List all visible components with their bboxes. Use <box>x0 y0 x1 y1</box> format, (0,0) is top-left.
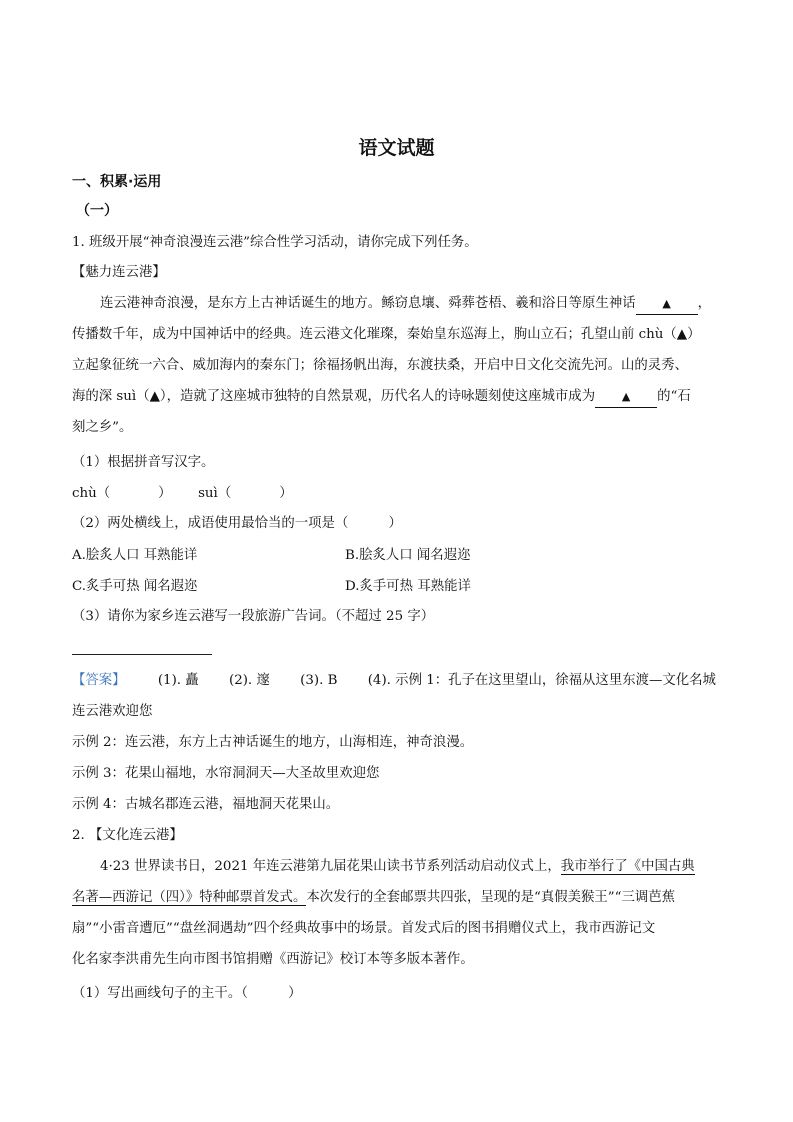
answer-item: (2). 邃 <box>228 673 270 688</box>
answer-item: (4). 示例 1：孔子在这里望山，徐福从这里东渡—文化名城 <box>367 673 716 688</box>
underlined-sentence: 我市举行了《中国古典 <box>560 859 695 874</box>
answer-item: (1). 矗 <box>157 673 199 688</box>
fill-blank-2[interactable]: ▲ <box>595 387 657 408</box>
passage-heading: 【魅力连云港】 <box>72 265 166 280</box>
passage-line-3: 立起象征统一六合、威加海内的秦东门；徐福扬帆出海，东渡扶桑，开启中日文化交流先河。山的灵秀、 <box>72 358 688 373</box>
passage-line-5: 刻之乡”。 <box>72 420 133 435</box>
sub-question-1: （1）根据拼音写汉字。 <box>72 455 215 470</box>
pinyin-answer-row: chù（ ） suì（ ） <box>72 486 293 501</box>
q2-passage-line-1: 4·23 世界读书日，2021 年连云港第九届花果山读书节系列活动启动仪式上，我市举行了《中国古典 <box>100 859 695 874</box>
answer-example-2: 示例 2：连云港，东方上古神话诞生的地方，山海相连，神奇浪漫。 <box>72 735 474 750</box>
underlined-sentence: 名著—西游记（四）》特种邮票首发式。 <box>72 890 307 905</box>
passage-line-2: 传播数千年，成为中国神话中的经典。连云港文化璀璨，秦始皇东巡海上，朐山立石；孔望山前 chù（▲） <box>72 327 701 342</box>
sub-question-2: （2）两处横线上，成语使用最恰当的一项是（ ） <box>72 516 402 531</box>
q2-passage-line-4: 化名家李洪甫先生向市图书馆捐赠《西游记》校订本等多版本著作。 <box>72 952 474 967</box>
divider <box>72 654 212 655</box>
section-heading: 一、积累·运用 <box>72 174 162 190</box>
option-c[interactable]: C.炙手可热 闻名遐迩 <box>72 579 198 594</box>
subsection-heading: （一） <box>76 203 118 219</box>
option-a[interactable]: A.脍炙人口 耳熟能详 <box>72 548 198 563</box>
answer-line-2: 连云港欢迎您 <box>72 704 153 719</box>
q2-passage-line-2: 名著—西游记（四）》特种邮票首发式。本次发行的全套邮票共四张，呈现的是“真假美猴王”“三调芭蕉 <box>72 890 676 905</box>
answer-tag: 【答案】 <box>72 673 126 688</box>
fill-blank-1[interactable]: ▲ <box>636 294 698 315</box>
answer-line-1 <box>72 671 716 691</box>
answer-example-3: 示例 3：花果山福地，水帘洞洞天—大圣故里欢迎您 <box>72 766 380 781</box>
q2-passage-line-3: 扇”“小雷音遭厄”“盘丝洞遇劫”四个经典故事中的场景。首发式后的图书捐赠仪式上，我市西游记文 <box>72 921 656 936</box>
option-b[interactable]: B.脍炙人口 闻名遐迩 <box>345 548 471 563</box>
answer-example-4: 示例 4：古城名郡连云港，福地洞天花果山。 <box>72 797 340 812</box>
page-title: 语文试题 <box>358 137 435 159</box>
question-1-stem: 1. 班级开展“神奇浪漫连云港”综合性学习活动，请你完成下列任务。 <box>72 235 478 250</box>
passage-line-4: 海的深 suì（▲），造就了这座城市独特的自然景观，历代名人的诗咏题刻使这座城市成为 ▲ 的“石 <box>72 387 691 408</box>
q2-sub-question-1: （1）写出画线句子的主干。（ ） <box>72 986 302 1001</box>
sub-question-3: （3）请你为家乡连云港写一段旅游广告词。（不超过 25 字） <box>72 609 435 624</box>
question-2-stem: 2. 【文化连云港】 <box>72 828 183 843</box>
answer-item: (3). B <box>300 673 338 688</box>
option-d[interactable]: D.炙手可热 耳熟能详 <box>345 579 471 594</box>
passage-line-1: 连云港神奇浪漫，是东方上古神话诞生的地方。鲧窃息壤、舜葬苍梧、羲和浴日等原生神话 ▲ ， <box>100 294 711 315</box>
